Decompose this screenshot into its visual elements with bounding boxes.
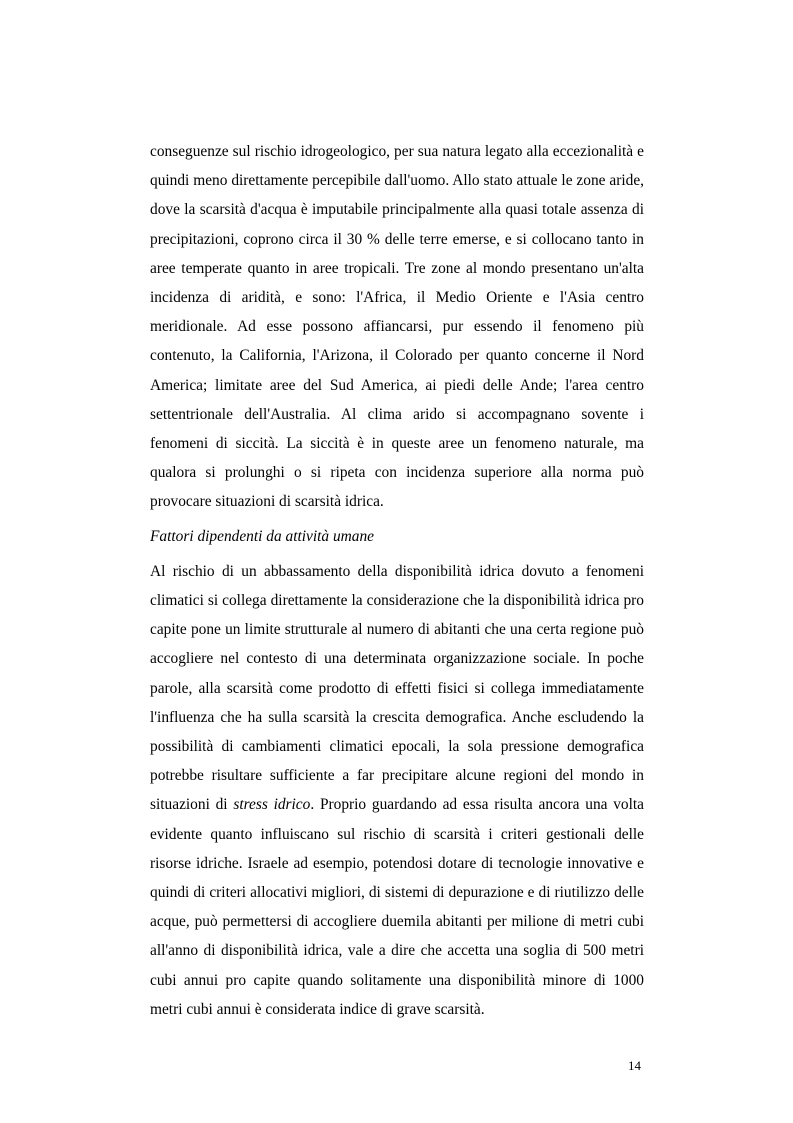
body-paragraph — [150, 557, 644, 1024]
paragraph-text: Al rischio di un abbassamento della disponibilità idrica dovuto a fenomeni climatici si collega direttamente la considerazione che la disponibilità idrica pro capite pone un limite strutturale al numero di abitanti che una certa regione può accogliere nel contesto di una determinata organizzazione sociale. In poche parole, alla scarsità come prodotto di effetti fisici si collega immediatamente l'influenza che ha sulla scarsità la crescita demografica. Anche escludendo la possibilità di cambiamenti climatici epocali, la sola pressione demografica potrebbe risultare sufficiente a far precipitare alcune regioni del mondo in situazioni di — [150, 562, 644, 814]
section-heading: Fattori dipendenti da attività umane — [150, 527, 374, 545]
page-number: 14 — [628, 1058, 641, 1073]
page-body — [150, 137, 644, 1024]
body-paragraph: conseguenze sul rischio idrogeologico, per sua natura legato alla eccezionalità e quindi meno direttamente percepibile dall'uomo. Allo stato attuale le zone aride, dove la scarsità d'acqua è imputabile principalmente alla quasi totale assenza di precipitazioni, coprono circa il 30 % delle terre emerse, e si collocano tanto in aree temperate quanto in aree tropicali. Tre zone al mondo presentano un'alta incidenza di aridità, e sono: l'Africa, il Medio Oriente e l'Asia centro meridionale. Ad esse possono affiancarsi, pur essendo il fenomeno più contenuto, la California, l'Arizona, il Colorado per quanto concerne il Nord America; limitate aree del Sud America, ai piedi delle Ande; l'area centro settentrionale dell'Australia. Al clima arido si accompagnano sovente i fenomeni di siccità. La siccità è in queste aree un fenomeno naturale, ma qualora si prolunghi o si ripeta con incidenza superiore alla norma può provocare situazioni di scarsità idrica. — [150, 143, 644, 511]
emphasized-term: stress idrico — [233, 796, 311, 814]
paragraph-text: . Proprio guardando ad essa risulta ancora una volta evidente quanto influiscano sul rischio di scarsità i criteri gestionali delle risorse idriche. Israele ad esempio, potendosi dotare di tecnologie innovative e quindi di criteri allocativi migliori, di sistemi di depurazione e di riutilizzo delle acque, può permettersi di accogliere duemila abitanti per milione di metri cubi all'anno di disponibilità idrica, vale a dire che accetta una soglia di 500 metri cubi annui pro capite quando solitamente una disponibilità minore di 1000 metri cubi annui è considerata indice di grave scarsità. — [150, 796, 644, 1018]
